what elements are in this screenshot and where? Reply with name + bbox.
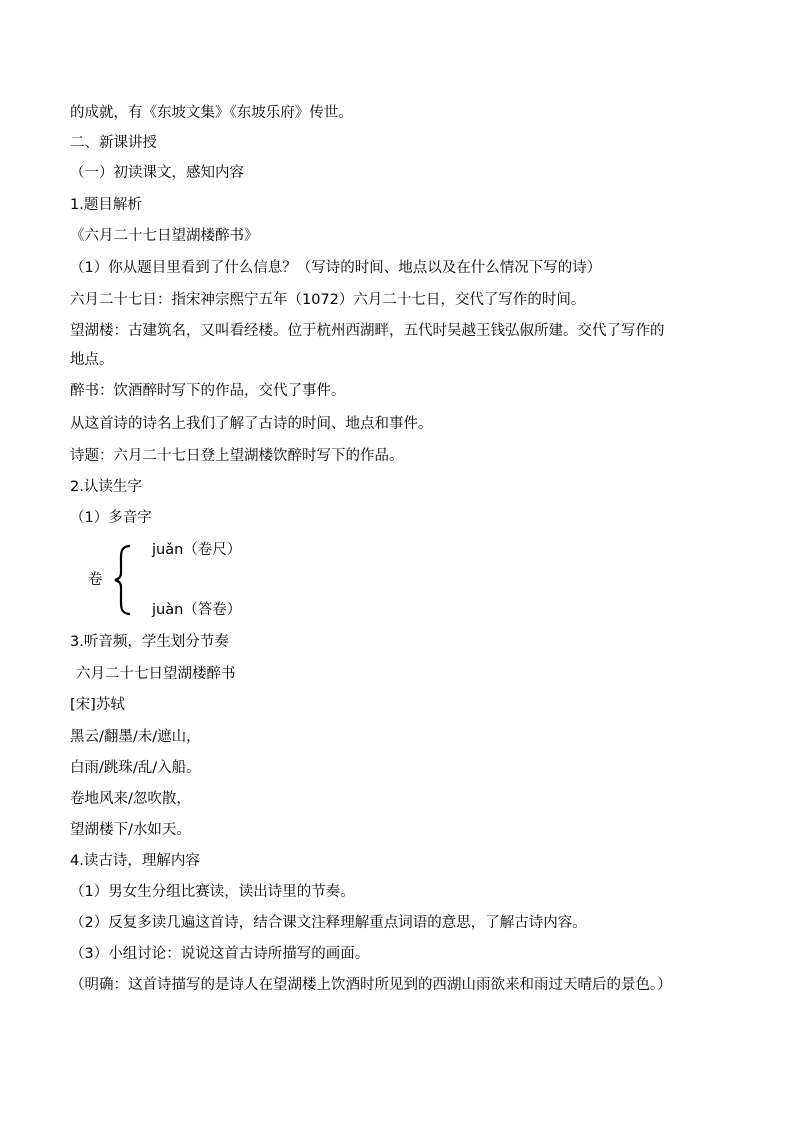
note-wanghulou: 望湖楼：古建筑名，又叫看经楼。位于杭州西湖畔，五代时吴越王钱弘俶所建。交代了写作的 (70, 323, 665, 339)
poem-line-2: 白雨/跳珠/乱/入船。 (70, 760, 201, 776)
poem-title-quoted: 《六月二十七日望湖楼醉书》 (70, 228, 259, 244)
poem-line-4: 望湖楼下/水如天。 (70, 822, 191, 838)
subsection-heading-first-reading: （一）初读课文，感知内容 (70, 165, 244, 181)
polyphone-reading-juan4: juàn（答卷） (152, 602, 242, 618)
summary-title: 从这首诗的诗名上我们了解了古诗的时间、地点和事件。 (70, 416, 433, 432)
activity-2: （2）反复多读几遍这首诗，结合课文注释理解重点词语的意思，了解古诗内容。 (70, 915, 587, 931)
note-wanghulou-continued: 地点。 (70, 352, 114, 368)
note-zuishu: 醉书：饮酒醉时写下的作品，交代了事件。 (70, 383, 346, 399)
activity-1: （1）男女生分组比赛读，读出诗里的节奏。 (70, 884, 355, 900)
item-heading-title-analysis: 1.题目解析 (70, 197, 142, 213)
polyphone-character: 卷 (88, 572, 103, 588)
item-heading-characters: 2.认读生字 (70, 479, 142, 495)
question-title-info: （1）你从题目里看到了什么信息？（写诗的时间、地点以及在什么情况下写的诗） (70, 260, 602, 276)
section-heading-new-lesson: 二、新课讲授 (70, 135, 157, 151)
poem-line-1: 黑云/翻墨/未/遮山， (70, 729, 201, 745)
subitem-polyphone: （1）多音字 (70, 510, 152, 526)
polyphone-reading-juan3: juǎn（卷尺） (152, 542, 242, 558)
poem-line-3: 卷地风来/忽吹散， (70, 791, 191, 807)
poem-title: 六月二十七日望湖楼醉书 (76, 666, 236, 682)
item-heading-understand: 4.读古诗，理解内容 (70, 853, 200, 869)
summary-poem-title: 诗题：六月二十七日登上望湖楼饮醉时写下的作品。 (70, 448, 404, 464)
clarification-note: （明确：这首诗描写的是诗人在望湖楼上饮酒时所见到的西湖山雨欲来和雨过天晴后的景色。） (70, 977, 672, 993)
item-heading-rhythm: 3.听音频，学生划分节奏 (70, 634, 229, 650)
activity-3: （3）小组讨论：说说这首古诗所描写的画面。 (70, 946, 370, 962)
poem-author: [宋]苏轼 (70, 697, 125, 713)
note-date: 六月二十七日：指宋神宗熙宁五年（1072）六月二十七日，交代了写作的时间。 (70, 292, 586, 308)
curly-brace-icon (112, 544, 132, 616)
paragraph-intro-continuation: 的成就，有《东坡文集》《东坡乐府》传世。 (70, 105, 353, 121)
